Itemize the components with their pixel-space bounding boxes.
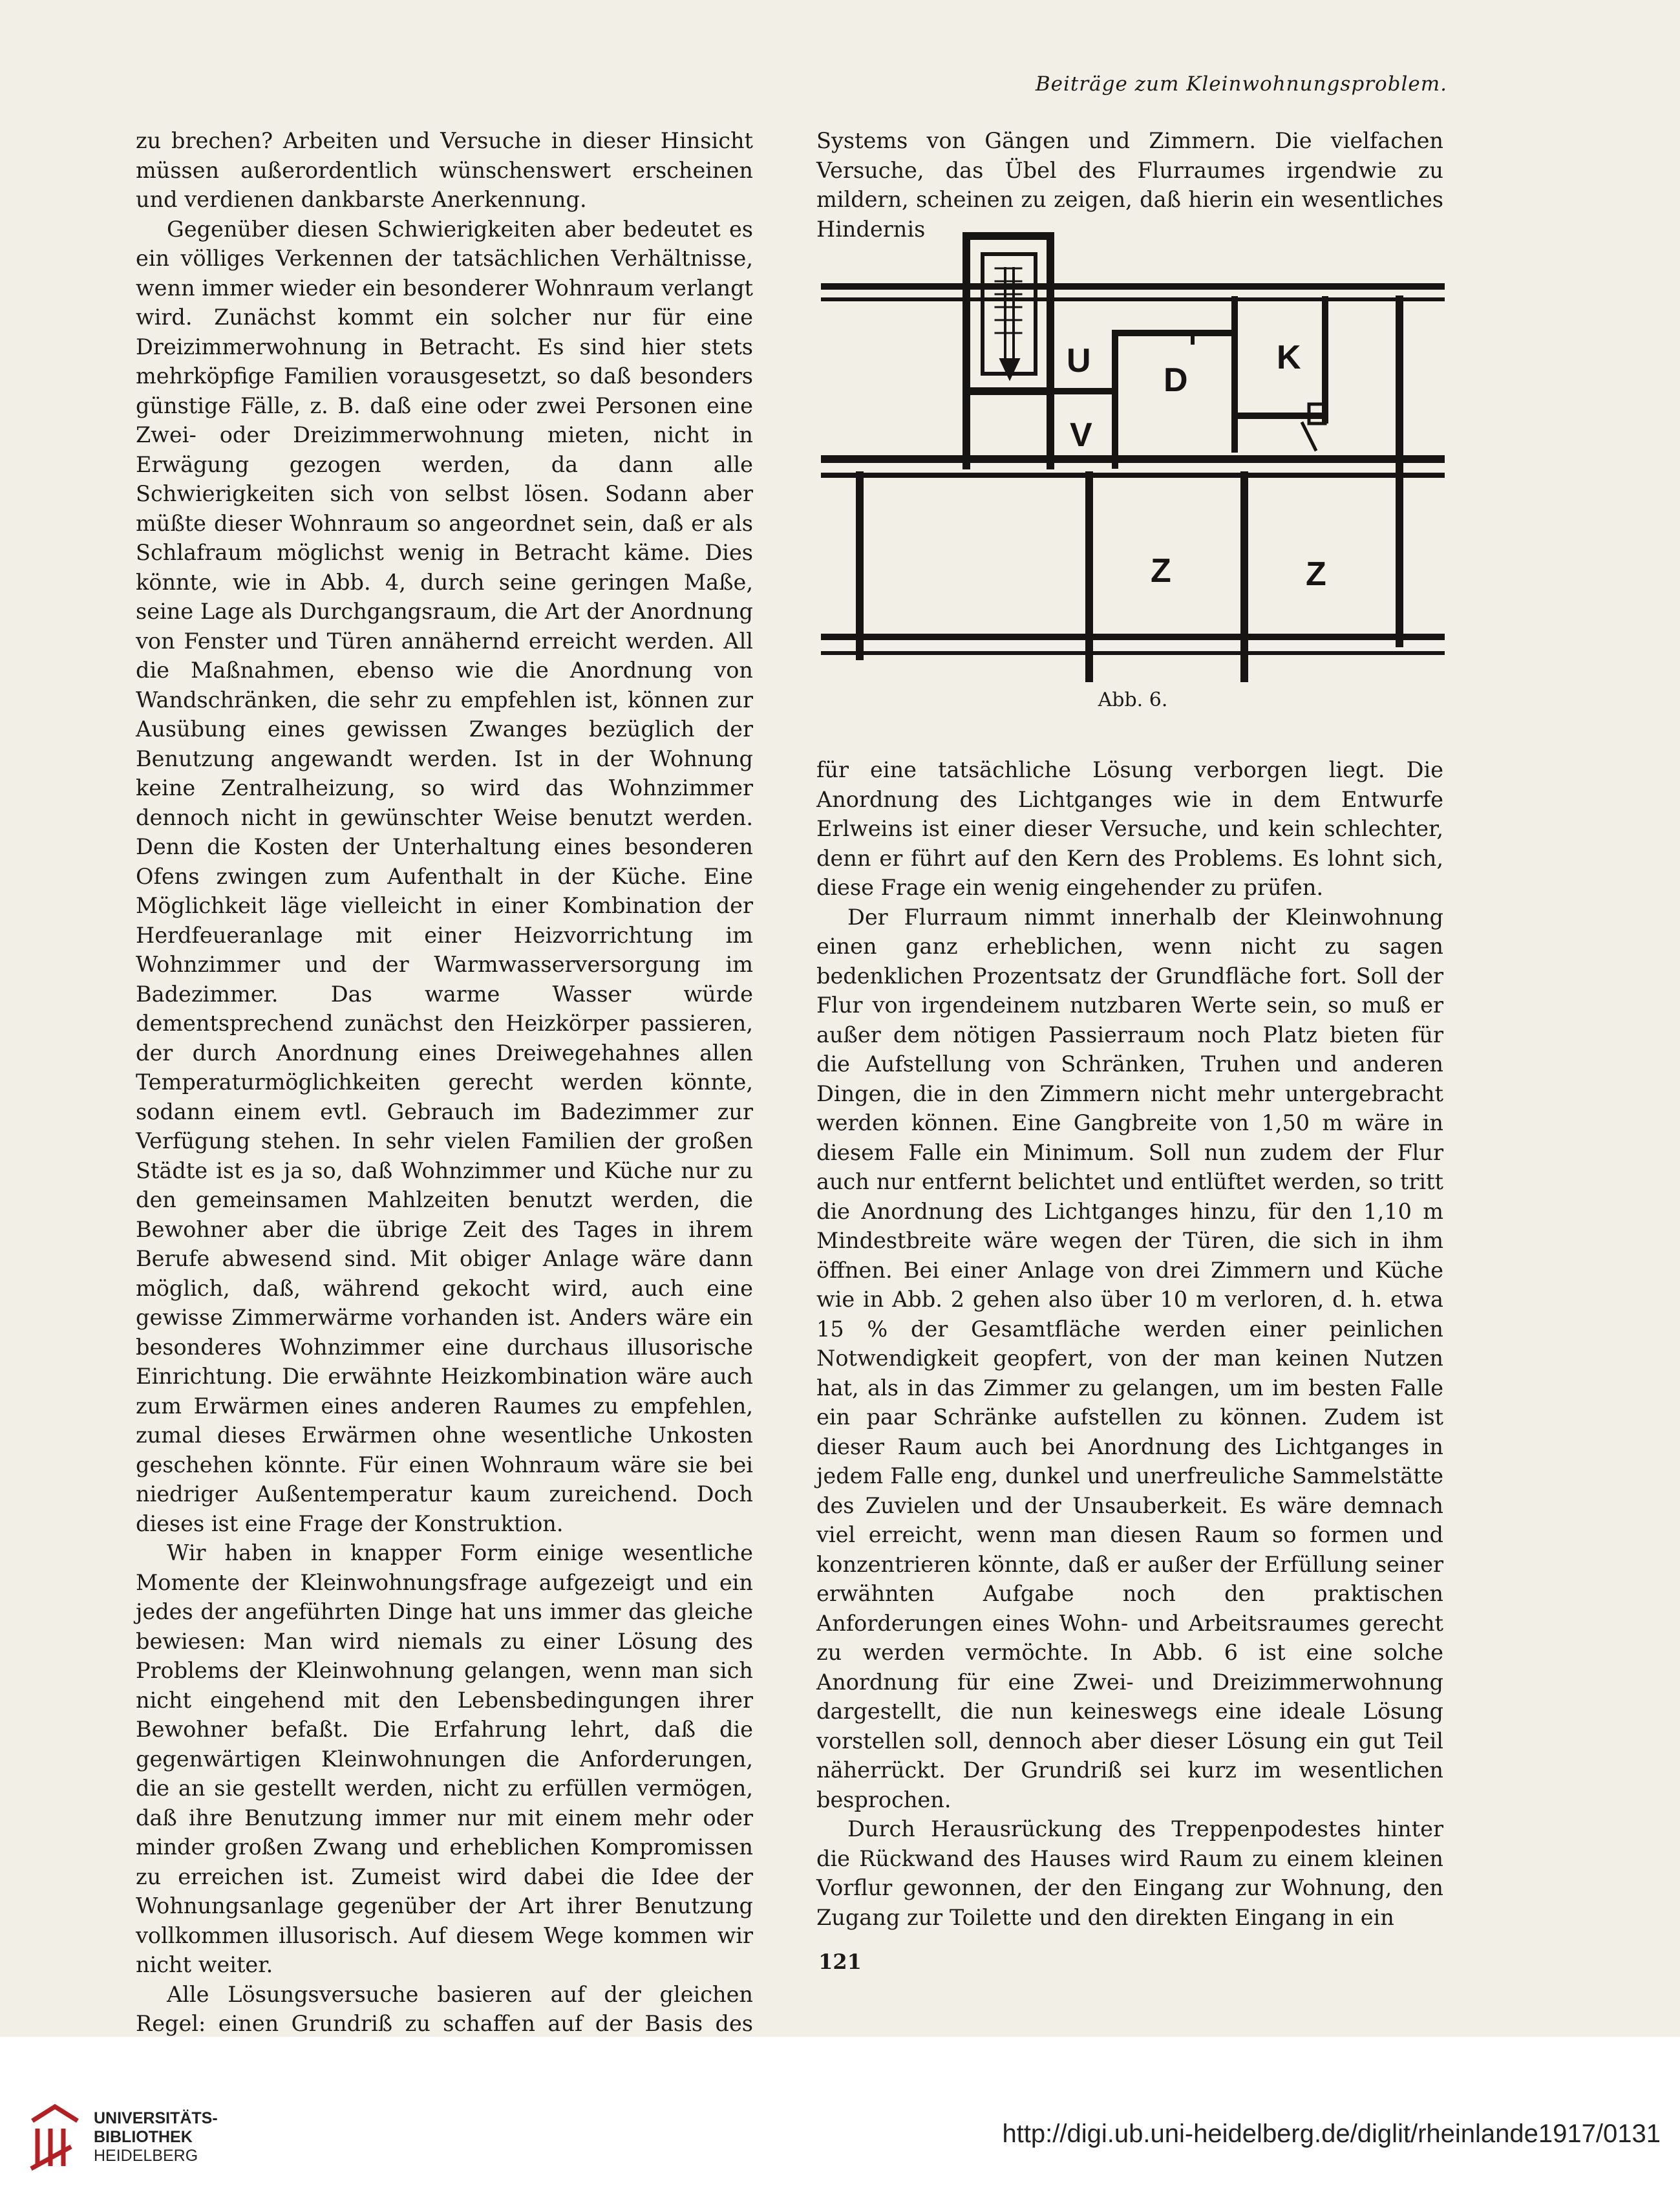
library-logo-icon — [26, 2101, 84, 2173]
room-label: Z — [1151, 552, 1171, 590]
left-column — [136, 126, 753, 2068]
right-column-top — [816, 126, 1443, 244]
library-name-line: HEIDELBERG — [94, 2147, 198, 2165]
figure-caption: Abb. 6. — [1098, 689, 1168, 711]
floor-plan-figure — [821, 230, 1445, 711]
footer-bar — [0, 2037, 1680, 2212]
page-number: 121 — [818, 1949, 862, 1974]
room-label: U — [1067, 342, 1091, 380]
paragraph: Gegenüber diesen Schwierigkeiten aber bedeutet es ein völliges Verkennen der tatsächlichen Verhältnisse, wenn immer wieder ein besonderer Wohnraum verlangt wird. Zunächst kommt ein solcher nur für eine Dreizimmerwohnung in Betracht. Es sind hier stets mehrköpfige Familien vorausgesetzt, so daß besonders günstige Fälle, z. B. daß eine oder zwei Personen eine Zwei- oder Dreizimmerwohnung mieten, nicht in Erwägung gezogen werden, da dann alle Schwierigkeiten sich von selbst lösen. Sodann aber müßte dieser Wohnraum so angeordnet sein, daß er als Schlafraum möglichst wenig in Betracht käme. Dies könnte, wie in Abb. 4, durch seine geringen Maße, seine Lage als Durchgangsraum, die Art der Anordnung von Fenster und Türen annähernd erreicht werden. All die Maßnahmen, ebenso wie die Anordnung von Wandschränken, die sehr zu empfehlen ist, können zur Ausübung eines gewissen Zwanges bezüglich der Benutzung angewandt werden. Ist in der Wohnung keine Zentralheizung, so wird das Wohnzimmer dennoch nicht in gewünschter Weise benutzt werden. Denn die Kosten der Unterhaltung eines besonderen Ofens zwingen zum Aufenthalt in der Küche. Eine Möglichkeit läge vielleicht in einer Kombination der Herdfeueranlage mit einer Heizvorrichtung im Wohnzimmer und der Warmwasserversorgung im Badezimmer. Das warme Wasser würde dementsprechend zunächst den Heizkörper passieren, der durch Anordnung eines Dreiwegehahnes allen Temperaturmöglichkeiten gerecht werden könnte, sodann einem evtl. Gebrauch im Badezimmer zur Verfügung stehen. In sehr vielen Familien der großen Städte ist es ja so, daß Wohnzimmer und Küche nur zu den gemeinsamen Mahlzeiten benutzt werden, die Bewohner aber die übrige Zeit des Tages in ihrem Berufe abwesend sind. Mit obiger Anlage wäre dann möglich, daß, während gekocht wird, auch eine gewisse Zimmerwärme vorhanden ist. Anders wäre ein besonderes Wohnzimmer eine durchaus illusorische Einrichtung. Die erwähnte Heizkombination wäre auch zum Erwärmen eines anderen Raumes zu empfehlen, zumal dieses Erwärmen ohne wesentliche Unkosten geschehen könnte. Für einen Wohnraum wäre sie bei niedriger Außentemperatur kaum zureichend. Doch dieses ist eine Frage der Konstruktion. — [136, 216, 753, 1536]
paragraph: Durch Herausrückung des Treppenpodestes hinter die Rückwand des Hauses wird Raum zu einem kleinen Vorflur gewonnen, der den Eingang zur Wohnung, den Zugang zur Toilette und den direkten Eingang in ein — [816, 1816, 1443, 1930]
paragraph: Wir haben in knapper Form einige wesentliche Momente der Kleinwohnungsfrage aufgezeigt und ein jedes der angeführten Dinge hat uns immer das gleiche bewiesen: Man wird niemals zu einer Lösung des Problems der Kleinwohnung gelangen, wenn man sich nicht eingehend mit den Lebensbedingungen ihrer Bewohner befaßt. Die Erfahrung lehrt, daß die gegenwärtigen Kleinwohnungen die Anforderungen, die an sie gestellt werden, nicht zu erfüllen vermögen, daß ihre Benutzung immer nur mit einem mehr oder minder großen Zwang und erheblichen Kompromissen zu erreichen ist. Zumeist wird dabei die Idee der Wohnungsanlage gegenüber der Art ihrer Benutzung vollkommen illusorisch. Auf diesem Wege kommen wir nicht weiter. — [136, 1540, 753, 1977]
running-head: Beiträge zum Kleinwohnungsproblem. — [1035, 72, 1447, 96]
source-url-link[interactable]: http://digi.ub.uni-heidelberg.de/diglit/rheinlande1917/0131 — [1002, 2120, 1661, 2148]
library-name-line: UNIVERSITÄTS- — [94, 2109, 218, 2127]
paragraph: zu brechen? Arbeiten und Versuche in dieser Hinsicht müssen außerordentlich wünschenswert erscheinen und verdienen dankbarste Anerkennung. — [136, 128, 753, 212]
paragraph: Der Flurraum nimmt innerhalb der Kleinwohnung einen ganz erheblichen, wenn nicht zu sagen bedenklichen Prozentsatz der Grundfläche fort. Soll der Flur von irgendeinem nutzbaren Werte sein, so muß er außer dem nötigen Passierraum noch Platz bieten für die Aufstellung von Schränken, Truhen und anderen Dingen, die in den Zimmern nicht mehr untergebracht werden können. Eine Gangbreite von 1,50 m wäre in diesem Falle ein Minimum. Soll nun zudem der Flur auch nur entfernt belichtet und entlüftet werden, so tritt die Anordnung des Lichtganges hinzu, für den 1,10 m Mindestbreite wäre wegen der Türen, die sich in ihm öffnen. Bei einer Anlage von drei Zimmern und Küche wie in Abb. 2 gehen also über 10 m verloren, d. h. etwa 15 % der Gesamtfläche werden einer peinlichen Notwendigkeit geopfert, von der man keinen Nutzen hat, als in das Zimmer zu gelangen, um im besten Falle ein paar Schränke aufstellen zu können. Zudem ist dieser Raum auch bei Anordnung des Lichtganges in jedem Falle eng, dunkel und unerfreuliche Sammelstätte des Zuvielen und der Unsauberkeit. Es wäre demnach viel erreicht, wenn man diesen Raum so formen und konzentrieren könnte, daß er außer der Erfüllung seiner erwähnten Aufgabe noch den praktischen Anforderungen eines Wohn- und Arbeitsraumes gerecht zu werden vermöchte. In Abb. 6 ist eine solche Anordnung für eine Zwei- und Dreizimmerwohnung dargestellt, die nun keineswegs eine ideale Lösung vorstellen soll, dennoch aber dieser Lösung ein gut Teil näherrückt. Der Grundriß sei kurz im wesentlichen besprochen. — [816, 904, 1443, 1812]
floor-plan-drawing — [821, 230, 1445, 682]
paragraph: Alle Lösungsversuche basieren auf der gleichen Regel: einen Grundriß zu schaffen auf der Basis des — [136, 1981, 753, 2036]
paragraph: für eine tatsächliche Lösung verborgen liegt. Die Anordnung des Lichtganges wie in dem Entwurfe Erlweins ist einer dieser Versuche, und kein schlechter, denn er führt auf den Kern des Problems. Es lohnt sich, diese Frage ein wenig eingehender zu prüfen. — [816, 757, 1443, 900]
room-label: K — [1277, 339, 1301, 376]
room-label: Z — [1306, 555, 1326, 593]
room-label: V — [1070, 416, 1092, 454]
library-name — [94, 2109, 218, 2165]
library-name-line: BIBLIOTHEK — [94, 2128, 193, 2146]
paragraph: Systems von Gängen und Zimmern. Die vielfachen Versuche, das Übel des Flurraumes irgendwie zu mildern, scheinen zu zeigen, daß hierin ein wesentliches Hindernis — [816, 128, 1443, 242]
room-label: D — [1164, 361, 1188, 399]
right-column-bottom — [816, 755, 1443, 1932]
